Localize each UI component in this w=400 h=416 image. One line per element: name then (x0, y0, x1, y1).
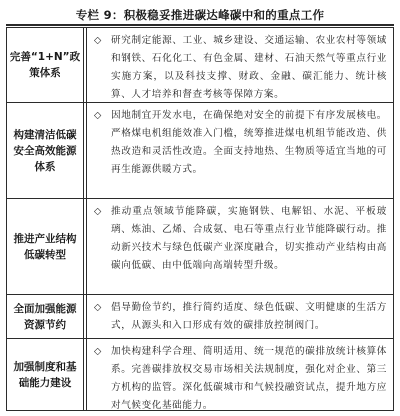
column-divider (84, 339, 87, 410)
diamond-bullet-icon: ◇ (94, 35, 102, 46)
row-content: 研究制定能源、工业、城乡建设、交通运输、农业农村等领域和钢铁、石化化工、有色金属、建材、石油天然气等重点行业实施方案，以及科技支撑、财政、金融、碳汇能力、统计核算、人才培养和督查考核等保障方案。 (111, 35, 387, 100)
column-divider (84, 295, 87, 338)
column-divider (84, 103, 87, 198)
row-category: 全面加强能源资源节约 (7, 295, 84, 338)
table-row (7, 339, 393, 410)
key-tasks-table (6, 27, 394, 411)
row-content: 加快构建科学合理、简明适用、统一规范的碳排放统计核算体系。完善碳排放权交易市场相关法规制度，强化对企业、第三方机构的监管。深化低碳城市和气候投融资试点，提升地方应对气候变化基础能力。 (111, 346, 387, 411)
row-category: 构建清洁低碳安全高效能源体系 (7, 103, 84, 198)
diamond-bullet-icon: ◇ (94, 302, 102, 313)
column-divider (84, 199, 87, 294)
row-content: 因地制宜开发水电，在确保绝对安全的前提下有序发展核电。严格煤电机组能效准入门槛，统筹推进煤电机组节能改造、供热改造和灵活性改造。全面支持地热、生物质等适宜当地的可再生能源供暖方式。 (111, 110, 387, 175)
row-content: 推动重点领域节能降碳，实施钢铁、电解铝、水泥、平板玻璃、炼油、乙烯、合成氨、电石等重点行业节能降碳行动。推动新兴技术与绿色低碳产业深度融合，切实推动产业结构由高碳向低碳、由中低端向高端转型升级。 (111, 206, 387, 271)
column-divider (84, 28, 87, 102)
table-row (7, 28, 393, 103)
title-rule (6, 24, 394, 26)
diamond-bullet-icon: ◇ (94, 346, 102, 357)
diamond-bullet-icon: ◇ (94, 110, 102, 121)
row-category: 完善“1+N”政策体系 (7, 28, 84, 102)
table-row (7, 295, 393, 339)
row-category: 加强制度和基础能力建设 (7, 339, 84, 410)
table-row (7, 199, 393, 295)
column-title: 专栏 9：积极稳妥推进碳达峰碳中和的重点工作 (75, 8, 325, 22)
table-row (7, 103, 393, 199)
diamond-bullet-icon: ◇ (94, 206, 102, 217)
row-category: 推进产业结构低碳转型 (7, 199, 84, 294)
row-content: 倡导勤俭节约，推行简约适度、绿色低碳、文明健康的生活方式，从源头和入口形成有效的碳排放控制阀门。 (111, 302, 387, 331)
